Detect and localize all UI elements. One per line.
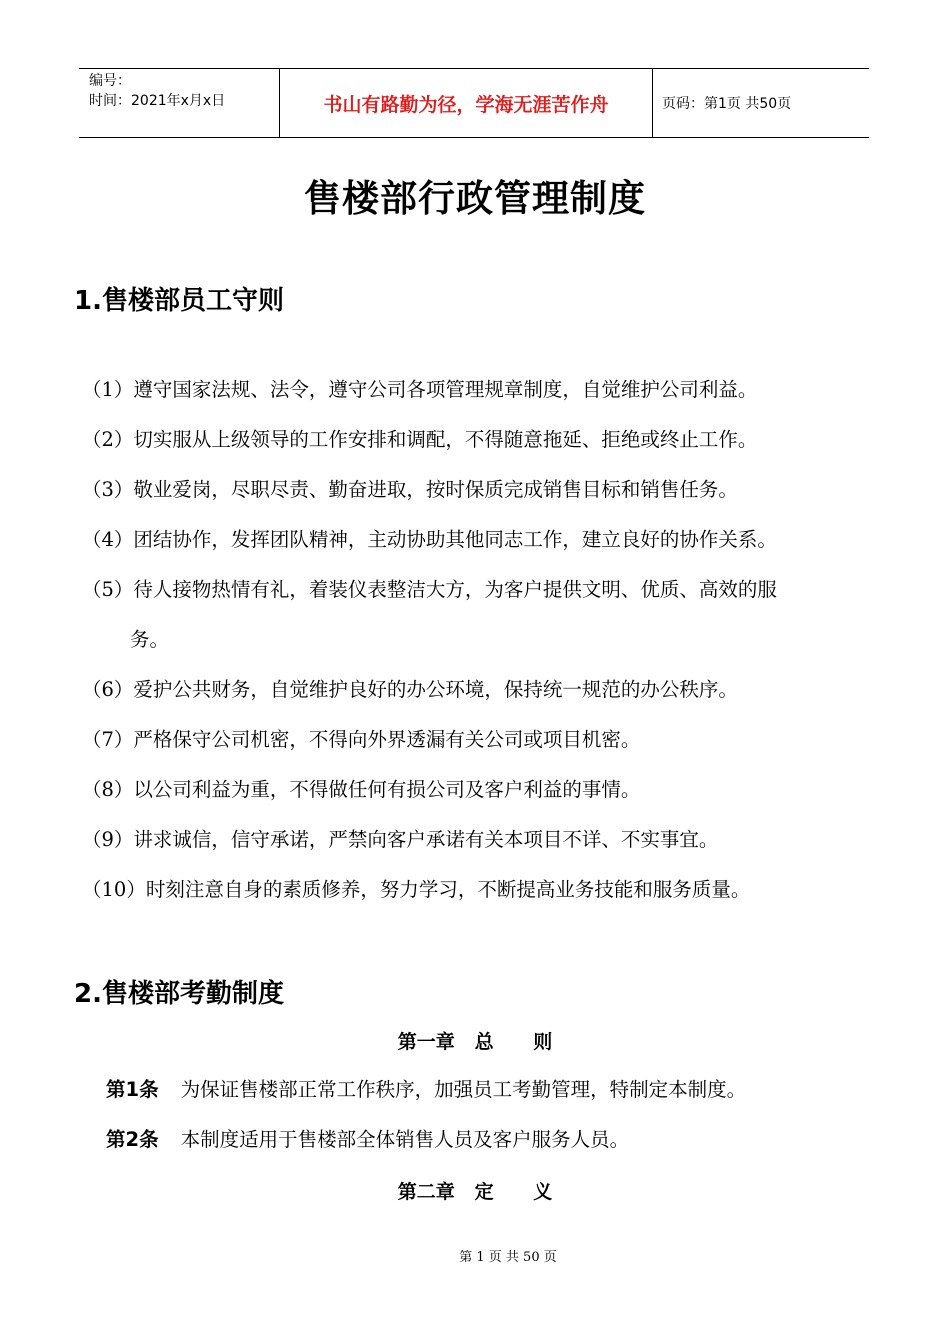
- rule-item: （1）遵守国家法规、法令，遵守公司各项管理规章制度，自觉维护公司利益。: [82, 378, 758, 401]
- article-number: 第2条: [106, 1128, 159, 1151]
- document-time-label: 时间：2021年x月x日: [89, 93, 226, 109]
- rule-item: （7）严格保守公司机密，不得向外界透漏有关公司或项目机密。: [82, 728, 641, 751]
- document-number-label: 编号：: [89, 73, 131, 89]
- header-table: [79, 68, 869, 138]
- page-footer: 第 1 页 共 50 页: [459, 1250, 557, 1265]
- rule-item: （10）时刻注意自身的素质修养，努力学习，不断提高业务技能和服务质量。: [82, 878, 751, 901]
- chapter-heading-2: 第二章 定 义: [397, 1181, 553, 1203]
- header-page-info: 页码：第1页 共50页: [662, 96, 792, 112]
- rule-item: （9）讲求诚信，信守承诺，严禁向客户承诺有关本项目不详、不实事宜。: [82, 828, 719, 851]
- document-title: 售楼部行政管理制度: [304, 177, 646, 220]
- section-heading-2: 2.售楼部考勤制度: [74, 979, 284, 1009]
- rule-item: （5）待人接物热情有礼，着装仪表整洁大方，为客户提供文明、优质、高效的服: [82, 578, 777, 601]
- header-motto: 书山有路勤为径，学海无涯苦作舟: [280, 69, 653, 137]
- section-heading-1: 1.售楼部员工守则: [74, 286, 284, 316]
- rule-item: （3）敬业爱岗，尽职尽责、勤奋进取，按时保质完成销售目标和销售任务。: [82, 478, 738, 501]
- rule-item: （6）爱护公共财务，自觉维护良好的办公环境，保持统一规范的办公秩序。: [82, 678, 738, 701]
- article-1: [106, 1077, 746, 1103]
- article-text: 本制度适用于售楼部全体销售人员及客户服务人员。: [180, 1128, 630, 1151]
- article-number: 第1条: [106, 1078, 159, 1101]
- header-meta-cell: [79, 69, 280, 137]
- rule-item: （4）团结协作，发挥团队精神，主动协助其他同志工作，建立良好的协作关系。: [82, 528, 777, 551]
- rule-item: （2）切实服从上级领导的工作安排和调配，不得随意拖延、拒绝或终止工作。: [82, 428, 758, 451]
- chapter-heading-1: 第一章 总 则: [397, 1031, 553, 1053]
- rule-item: （8）以公司利益为重，不得做任何有损公司及客户利益的事情。: [82, 778, 641, 801]
- article-2: [106, 1127, 629, 1153]
- article-text: 为保证售楼部正常工作秩序，加强员工考勤管理，特制定本制度。: [180, 1078, 747, 1101]
- rule-item-continuation: 务。: [130, 628, 170, 651]
